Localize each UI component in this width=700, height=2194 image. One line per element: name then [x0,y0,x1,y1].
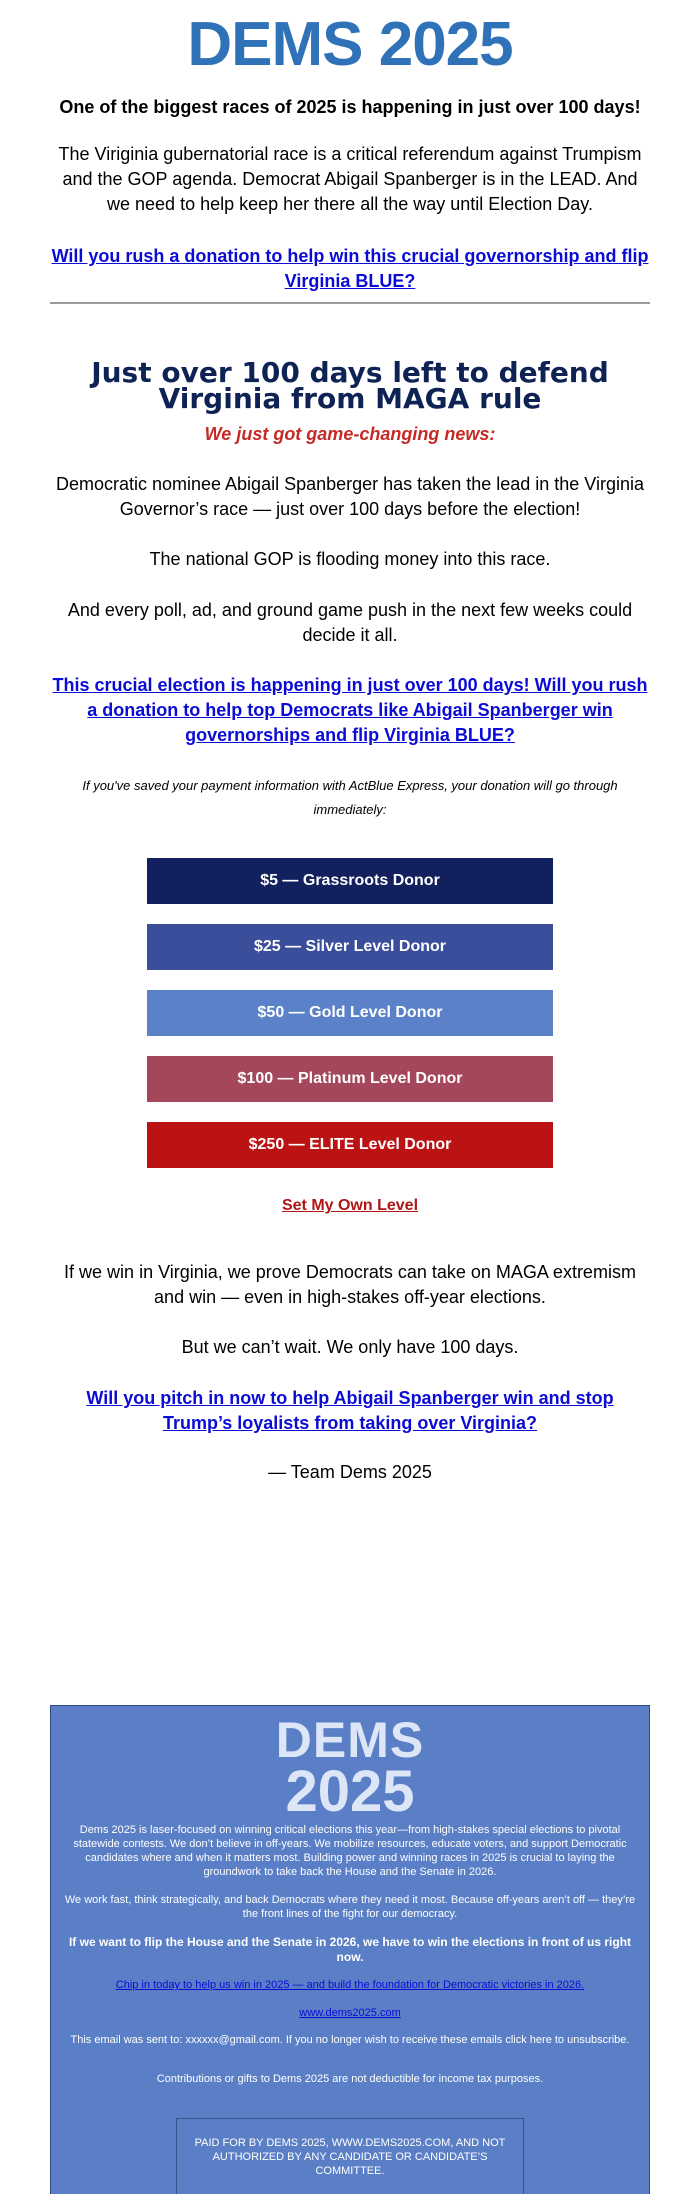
donate-5-button[interactable]: $5 — Grassroots Donor [147,858,553,904]
news-subhead: We just got game-changing news: [204,424,496,444]
donate-25-button[interactable]: $25 — Silver Level Donor [147,924,553,970]
donate-50-button[interactable]: $50 — Gold Level Donor [147,990,553,1036]
actblue-note: If you've saved your payment information with ActBlue Express, your donation will go through immediately: [82,778,618,817]
paragraph-virginia: If we win in Virginia, we prove Democrats can take on MAGA extremism and win — even in high-stakes off-year elections. [64,1262,636,1307]
closing-donate-link[interactable]: Will you pitch in now to help Abigail Spanberger win and stop Trump’s loyalists from taking over Virginia? [86,1388,614,1433]
signature: — Team Dems 2025 [268,1462,432,1482]
divider [50,302,650,304]
footer-website-link[interactable]: www.dems2025.com [299,2007,401,2019]
set-own-level-link[interactable]: Set My Own Level [281,1197,419,1214]
footer-chip-in-link[interactable]: Chip in today to help us win in 2025 — and build the foundation for Democratic victories in 2026. [115,1979,585,1991]
dems-2025-logo: DEMS 2025 [187,10,513,79]
main-donate-link[interactable]: This crucial election is happening in just over 100 days! Will you rush a donation to help top Democrats like Abigail Spanberger win governorships and flip Virginia BLUE? [52,675,648,745]
footer-about: Dems 2025 is laser-focused on winning critical elections this year—from high-stakes special elections to pivotal statewide contests. We don’t believe in off-years. We mobilize resources, educate voters, and support Democratic candidates where and when it matters most. Building power and winning races in 2025 is crucial to laying the groundwork to take back the House and the Senate in 2026. [73,1824,627,1878]
footer-unsubscribe-text[interactable]: This email was sent to: xxxxxx@gmail.com. If you no longer wish to receive these emails click here to unsubscribe. [70,2034,630,2046]
footer-logo-line1: DEMS [275,1712,425,1768]
intro-donate-link[interactable]: Will you rush a donation to help win this crucial governorship and flip Virginia BLUE? [51,246,649,291]
main-headline: Just over 100 days left to defend Virginia from MAGA rule [91,356,609,415]
footer-tax-note: Contributions or gifts to Dems 2025 are not deductible for income tax purposes. [156,2073,544,2085]
footer [50,1705,650,2194]
footer-logo [51,1712,649,1824]
paid-for-disclaimer [176,2118,524,2194]
intro-headline: One of the biggest races of 2025 is happening in just over 100 days! [59,97,641,117]
footer-logo-line2: 2025 [285,1759,415,1824]
paragraph-lead: Democratic nominee Abigail Spanberger has taken the lead in the Virginia Governor’s race — just over 100 days before the election! [55,474,645,519]
intro-body: The Viriginia gubernatorial race is a critical referendum against Trumpism and the GOP agenda. Democrat Abigail Spanberger is in the LEAD. And we need to help keep her there all the way until Election Day. [58,144,642,214]
footer-flip: If we want to flip the House and the Senate in 2026, we have to win the elections in front of us right now. [68,1935,632,1964]
paragraph-poll: And every poll, ad, and ground game push in the next few weeks could decide it all. [67,600,633,645]
donate-250-button[interactable]: $250 — ELITE Level Donor [147,1122,553,1168]
paragraph-cant-wait: But we can’t wait. We only have 100 days. [181,1337,519,1357]
donate-100-button[interactable]: $100 — Platinum Level Donor [147,1056,553,1102]
footer-strategy: We work fast, think strategically, and back Democrats where they need it most. Because off-years aren’t off — they’re the front lines of the fight for our democracy. [64,1894,636,1920]
disclaimer-text: PAID FOR BY DEMS 2025, WWW.DEMS2025.COM, AND NOT AUTHORIZED BY ANY CANDIDATE OR CANDIDATE’S COMMITTEE. [194,2137,506,2177]
paragraph-gop: The national GOP is flooding money into this race. [149,549,551,569]
